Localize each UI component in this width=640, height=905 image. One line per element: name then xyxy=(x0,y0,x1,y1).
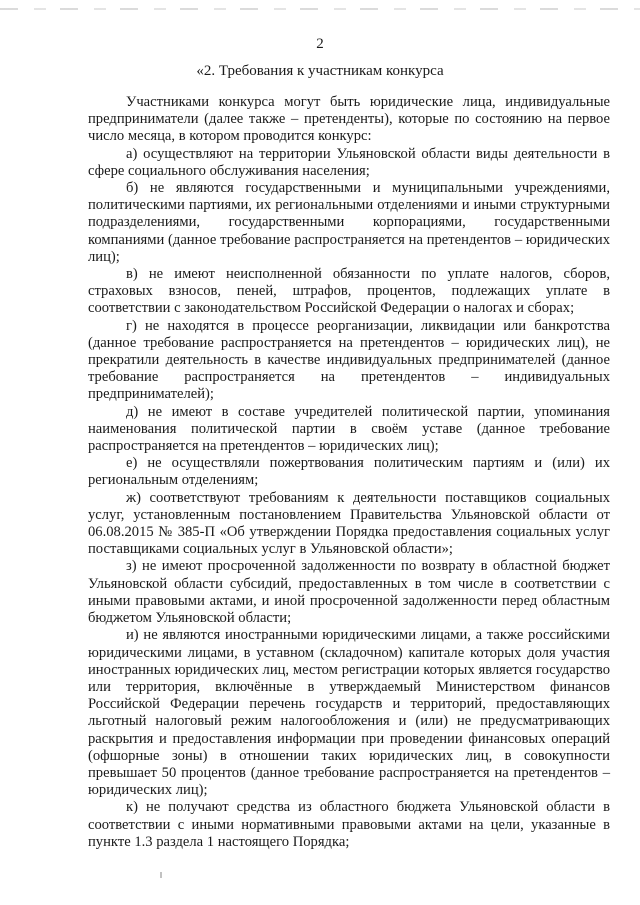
document-body xyxy=(88,94,610,851)
requirement-v: в) не имеют неисполненной обязанности по уплате налогов, сборов, страховых взносов, пеней, штрафов, процентов, подлежащих уплате в соответствии с законодательством Российской Федерации о налогах и сборах; xyxy=(88,266,610,317)
requirement-b: б) не являются государственными и муниципальными учреждениями, политическими партиями, их региональными отделениями и иными структурными подразделениями, государственными корпорациями, государственными компаниями (данное требование распространяется на претендентов – юридических лиц); xyxy=(88,180,610,265)
intro-paragraph: Участниками конкурса могут быть юридические лица, индивидуальные предприниматели (далее также – претенденты), которые по состоянию на первое число месяца, в котором проводится конкурс: xyxy=(88,94,610,145)
requirement-i: и) не являются иностранными юридическими лицами, а также российскими юридическими лицами, в уставном (складочном) капитале которых доля участия иностранных юридических лиц, местом регистрации которых является государство или территория, включённые в утверждаемый Министерством финансов Российской Федерации перечень государств и территорий, предоставляющих льготный налоговый режим налогообложения и (или) не предусматривающих раскрытия и предоставления информации при проведении финансовых операций (офшорные зоны) в отношении таких юридических лиц, в совокупности превышает 50 процентов (данное требование распространяется на претендентов – юридических лиц); xyxy=(88,627,610,799)
requirement-zh: ж) соответствуют требованиям к деятельности поставщиков социальных услуг, установленным постановлением Правительства Ульяновской области от 06.08.2015 № 385-П «Об утверждении Порядка предоставления социальных услуг поставщиками социальных услуг в Ульяновской области»; xyxy=(88,489,610,558)
requirement-e: е) не осуществляли пожертвования политическим партиям и (или) их региональным отделениям; xyxy=(88,455,610,489)
page-number: 2 xyxy=(316,36,324,52)
scan-speck xyxy=(160,872,162,878)
requirement-d: д) не имеют в составе учредителей политической партии, упоминания наименования политической партии в своём уставе (данное требование распространяется на претендентов – юридических лиц); xyxy=(88,403,610,455)
scan-edge-artifact xyxy=(0,8,640,10)
requirement-z: з) не имеют просроченной задолженности по возврату в областной бюджет Ульяновской области субсидий, предоставленных в том числе в соответствии с иными правовыми актами, и иной просроченной задолженности перед областным бюджетом Ульяновской области; xyxy=(88,558,610,627)
requirement-g: г) не находятся в процессе реорганизации, ликвидации или банкротства (данное требование распространяется на претендентов – юридических лиц), не прекратили деятельность в качестве индивидуальных предпринимателей (данное требование распространяется на претендентов – индивидуальных предпринимателей); xyxy=(88,317,610,403)
requirement-k: к) не получают средства из областного бюджета Ульяновской области в соответствии с иными нормативными правовыми актами на цели, указанные в пункте 1.3 раздела 1 настоящего Порядка; xyxy=(88,799,610,850)
section-heading: «2. Требования к участникам конкурса xyxy=(196,63,444,79)
requirement-a: а) осуществляют на территории Ульяновской области виды деятельности в сфере социального обслуживания населения; xyxy=(88,145,610,179)
